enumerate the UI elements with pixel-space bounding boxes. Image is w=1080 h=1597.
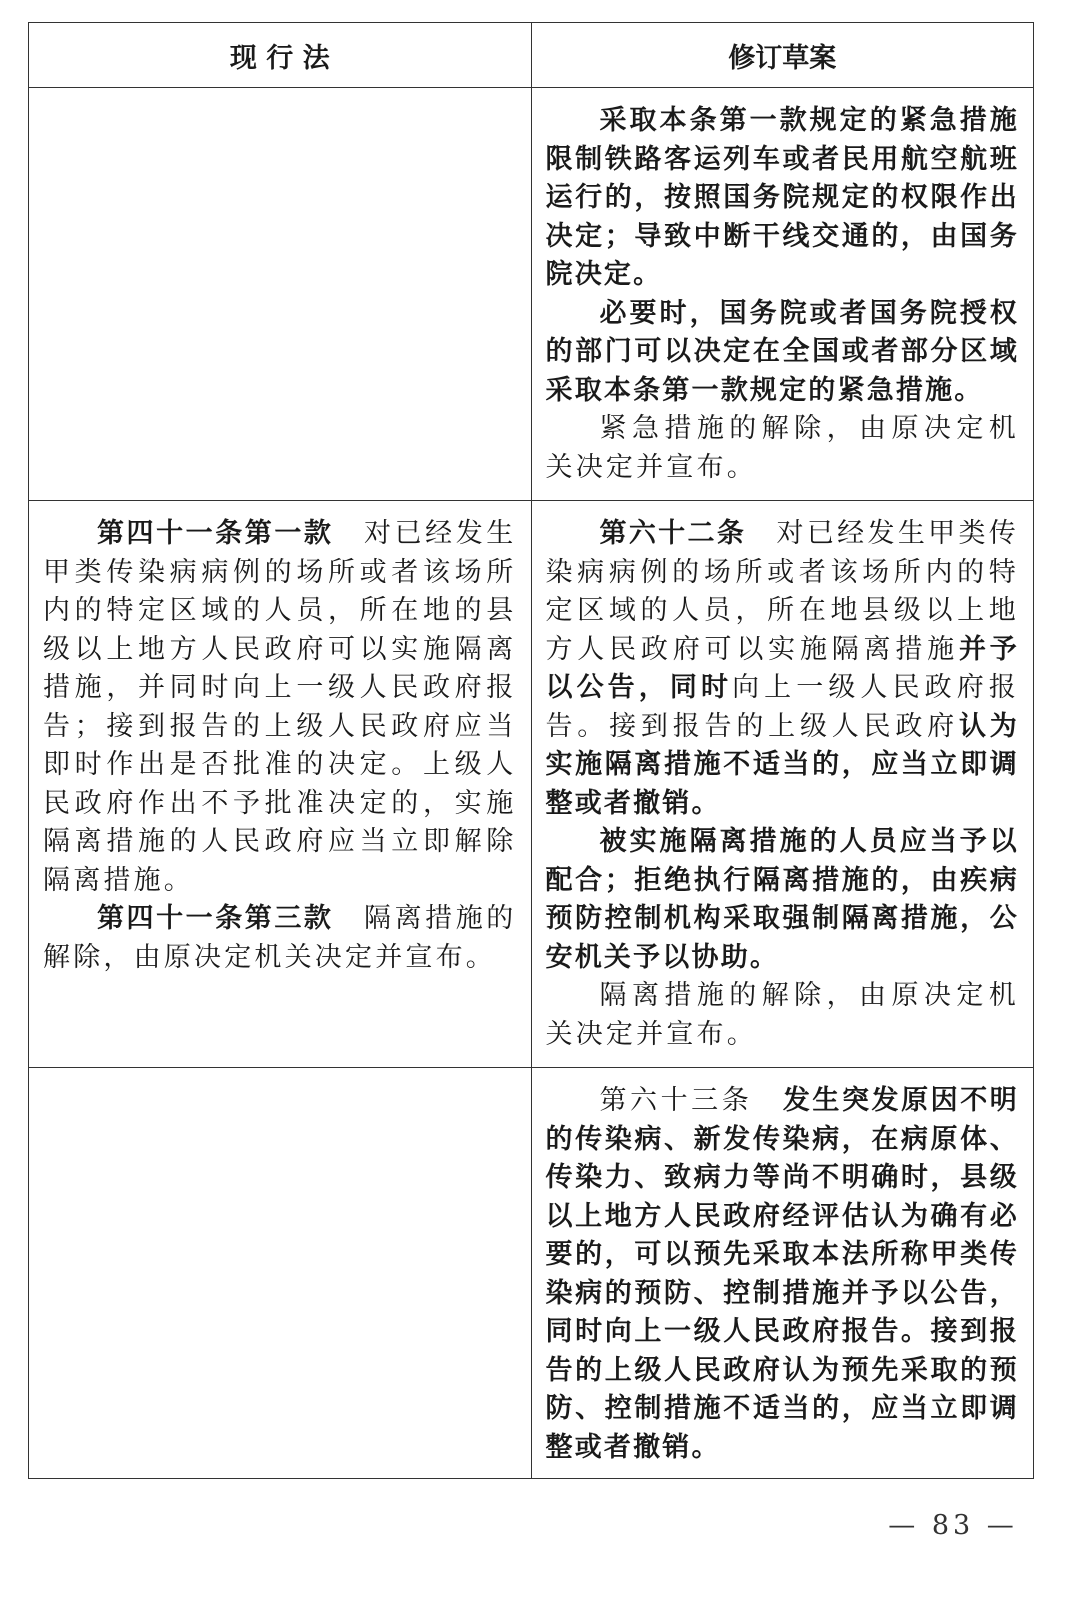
article-heading: 第六十二条 [599,518,747,549]
comparison-table [28,22,1034,1479]
article-heading: 第四十一条第三款 [97,903,334,934]
table-row [29,88,1034,501]
current-law-cell-empty [29,1068,532,1479]
paragraph [43,900,517,977]
paragraph: 被实施隔离措施的人员应当予以配合；拒绝执行隔离措施的，由疾病预防控制机构采取强制隔离措施，公安机关予以协助。 [545,826,1019,973]
revised-text: 并予以公告，同时 [545,633,1019,703]
paragraph: 隔离措施的解除，由原决定机关决定并宣布。 [545,980,1019,1050]
paragraph: 紧急措施的解除，由原决定机关决定并宣布。 [545,413,1019,483]
revised-draft-cell [531,88,1034,501]
article-text: 对已经发生甲类传染病病例的场所或者该场所内的特定区域的人员，所在地县级以上地方人民政府可以实施隔离措施 [545,518,1020,665]
paragraph: 采取本条第一款规定的紧急措施限制铁路客运列车或者民用航空航班运行的，按照国务院规定的权限作出决定；导致中断干线交通的，由国务院决定。 [545,105,1019,290]
paragraph [546,515,1020,823]
article-heading: 第六十三条 [599,1085,753,1116]
page-number: — 83 — [888,1510,1018,1541]
article-text: 向上一级人民政府报告。接到报告的上级人民政府 [545,672,1019,742]
paragraph [546,1082,1020,1467]
paragraph: 必要时，国务院或者国务院授权的部门可以决定在全国或者部分区域采取本条第一款规定的紧急措施。 [545,297,1019,406]
current-law-cell-empty [29,88,532,501]
current-law-cell [29,501,532,1068]
revised-draft-cell [531,1068,1034,1479]
paragraph [43,515,517,900]
table-row [29,501,1034,1068]
revised-draft-cell [531,501,1034,1068]
table-row [29,1068,1034,1479]
revised-text: 认为实施隔离措施不适当的，应当立即调整或者撤销。 [545,710,1019,819]
article-heading: 第四十一条第一款 [97,518,334,549]
article-text: 对已经发生甲类传染病病例的场所或者该场所内的特定区域的人员，所在地的县级以上地方人民政府可以实施隔离措施，并同时向上一级人民政府报告；接到报告的上级人民政府应当即时作出是否批准的决定。上级人民政府作出不予批准决定的，实施隔离措施的人民政府应当立即解除隔离措施。 [43,518,517,896]
revised-text: 发生突发原因不明的传染病、新发传染病，在病原体、传染力、致病力等尚不明确时，县级以上地方人民政府经评估认为确有必要的，可以预先采取本法所称甲类传染病的预防、控制措施并予以公告，同时向上一级人民政府报告。接到报告的上级人民政府认为预先采取的预防、控制措施不适当的，应当立即调整或者撤销。 [545,1085,1019,1463]
column-header-revised-draft: 修订草案 [531,23,1034,88]
column-header-current-law: 现 行 法 [29,23,532,88]
article-text: 隔离措施的解除，由原决定机关决定并宣布。 [43,903,517,973]
table-header-row [29,23,1034,88]
